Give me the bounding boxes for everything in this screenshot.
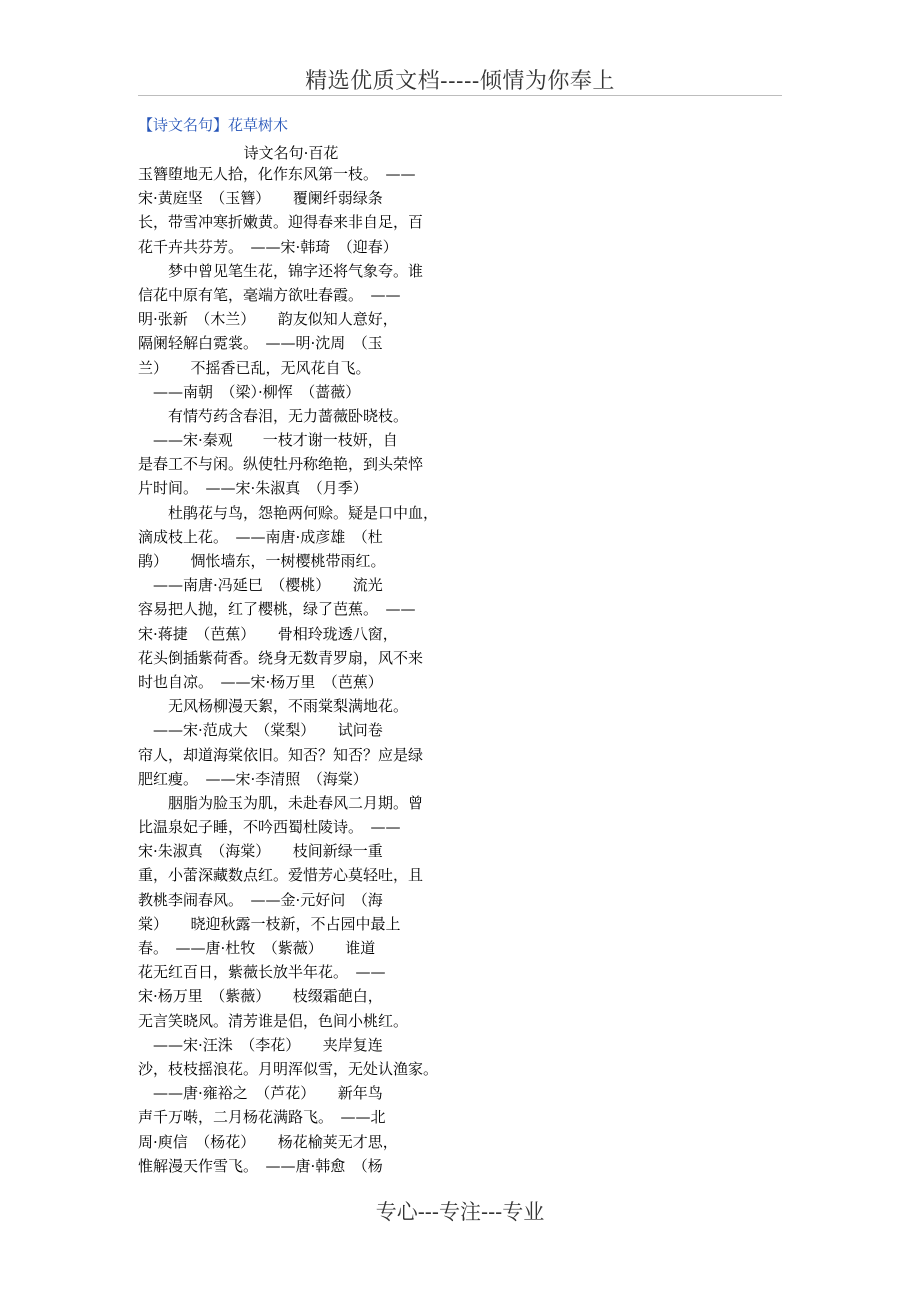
text-line: ——南唐·冯延巳 （樱桃） 流光	[138, 576, 383, 595]
text-line: 无风杨柳漫天絮，不雨棠梨满地花。	[138, 697, 409, 716]
text-line: 肥红瘦。 ——宋·李清照 （海棠）	[138, 769, 368, 788]
text-line: 沙，枝枝摇浪花。月明浑似雪，无处认渔家。	[138, 1059, 439, 1078]
poem-collection-subtitle: 诗文名句·百花	[243, 144, 339, 162]
text-line: 重，小蕾深藏数点红。爱惜芳心莫轻吐，且	[138, 866, 424, 885]
header-divider	[138, 95, 782, 96]
text-line: ——南朝 （梁）·柳恽 （蔷薇）	[138, 382, 361, 401]
text-line: 比温泉妃子睡，不吟西蜀杜陵诗。 ——	[138, 818, 401, 837]
text-line: 片时间。 ——宋·朱淑真 （月季）	[138, 479, 368, 498]
text-line: ——宋·汪洙 （李花） 夹岸复连	[138, 1035, 383, 1054]
page-header: 精选优质文档-----倾情为你奉上	[305, 69, 615, 94]
text-line: 长，带雪冲寒折嫩黄。迎得春来非自足，百	[138, 213, 424, 232]
text-line: 时也自凉。 ——宋·杨万里 （芭蕉）	[138, 672, 383, 691]
text-line: 明·张新 （木兰） 韵友似知人意好，	[138, 310, 398, 329]
text-line: 滴成枝上花。 ——南唐·成彦雄 （杜	[138, 527, 383, 546]
text-line: 教桃李闹春风。 ——金·元好问 （海	[138, 890, 383, 909]
text-line: 容易把人抛，红了樱桃，绿了芭蕉。 ——	[138, 600, 416, 619]
text-line: ——宋·秦观 一枝才谢一枝妍，自	[138, 431, 398, 450]
text-line: 兰） 不摇香已乱，无风花自飞。	[138, 358, 371, 377]
text-line: 无言笑晓风。清芳谁是侣，色间小桃红。	[138, 1011, 409, 1030]
text-line: 宋·黄庭坚 （玉簪） 覆阑纤弱绿条	[138, 189, 383, 208]
text-line: 周·庾信 （杨花） 杨花榆荚无才思，	[138, 1132, 398, 1151]
text-line: 鹃） 惆怅墙东，一树樱桃带雨红。	[138, 552, 386, 570]
text-line: 有情芍药含春泪，无力蔷薇卧晓枝。	[138, 406, 409, 425]
text-line: 花无红百日，紫薇长放半年花。 ——	[138, 963, 386, 982]
text-line: 隔阑轻解白霓裳。 ——明·沈周 （玉	[138, 334, 383, 353]
text-line: 信花中原有笔，毫端方欲吐春霞。 ——	[138, 285, 401, 304]
poem-text-body	[138, 162, 444, 1178]
text-line: 胭脂为脸玉为肌，未赴春风二月期。曾	[138, 793, 424, 812]
text-line: 是春工不与闲。纵使牡丹称绝艳，到头荣悴	[138, 455, 424, 474]
text-line: 玉簪堕地无人拾，化作东风第一枝。 ——	[138, 165, 416, 183]
text-line: 花头倒插紫荷香。绕身无数青罗扇，风不来	[138, 648, 424, 667]
text-line: 声千万啭，二月杨花满路飞。 ——北	[138, 1108, 386, 1127]
text-line: 杜鹃花与鸟，怨艳两何赊。疑是口中血，	[138, 503, 439, 522]
text-line: ——唐·雍裕之 （芦花） 新年鸟	[138, 1084, 383, 1103]
text-line: 春。 ——唐·杜牧 （紫薇） 谁道	[138, 939, 376, 957]
section-title-link[interactable]: 【诗文名句】花草树木	[138, 116, 289, 134]
text-line: 惟解漫天作雪飞。 ——唐·韩愈 （杨	[138, 1156, 383, 1175]
text-line: 花千卉共芬芳。 ——宋·韩琦 （迎春）	[138, 237, 398, 256]
text-line: 宋·朱淑真 （海棠） 枝间新绿一重	[138, 842, 383, 861]
page-footer: 专心---专注---专业	[375, 1200, 545, 1224]
text-line: 宋·蒋捷 （芭蕉） 骨相玲珑透八窗，	[138, 624, 398, 643]
text-line: 棠） 晓迎秋露一枝新，不占园中最上	[138, 914, 401, 933]
text-line: 梦中曾见笔生花，锦字还将气象夸。谁	[138, 261, 424, 280]
text-line: 宋·杨万里 （紫薇） 枝缀霜葩白，	[138, 987, 383, 1006]
text-line: 帘人，却道海棠依旧。知否？知否？应是绿	[138, 745, 424, 764]
text-line: ——宋·范成大 （棠梨） 试问卷	[138, 721, 383, 740]
